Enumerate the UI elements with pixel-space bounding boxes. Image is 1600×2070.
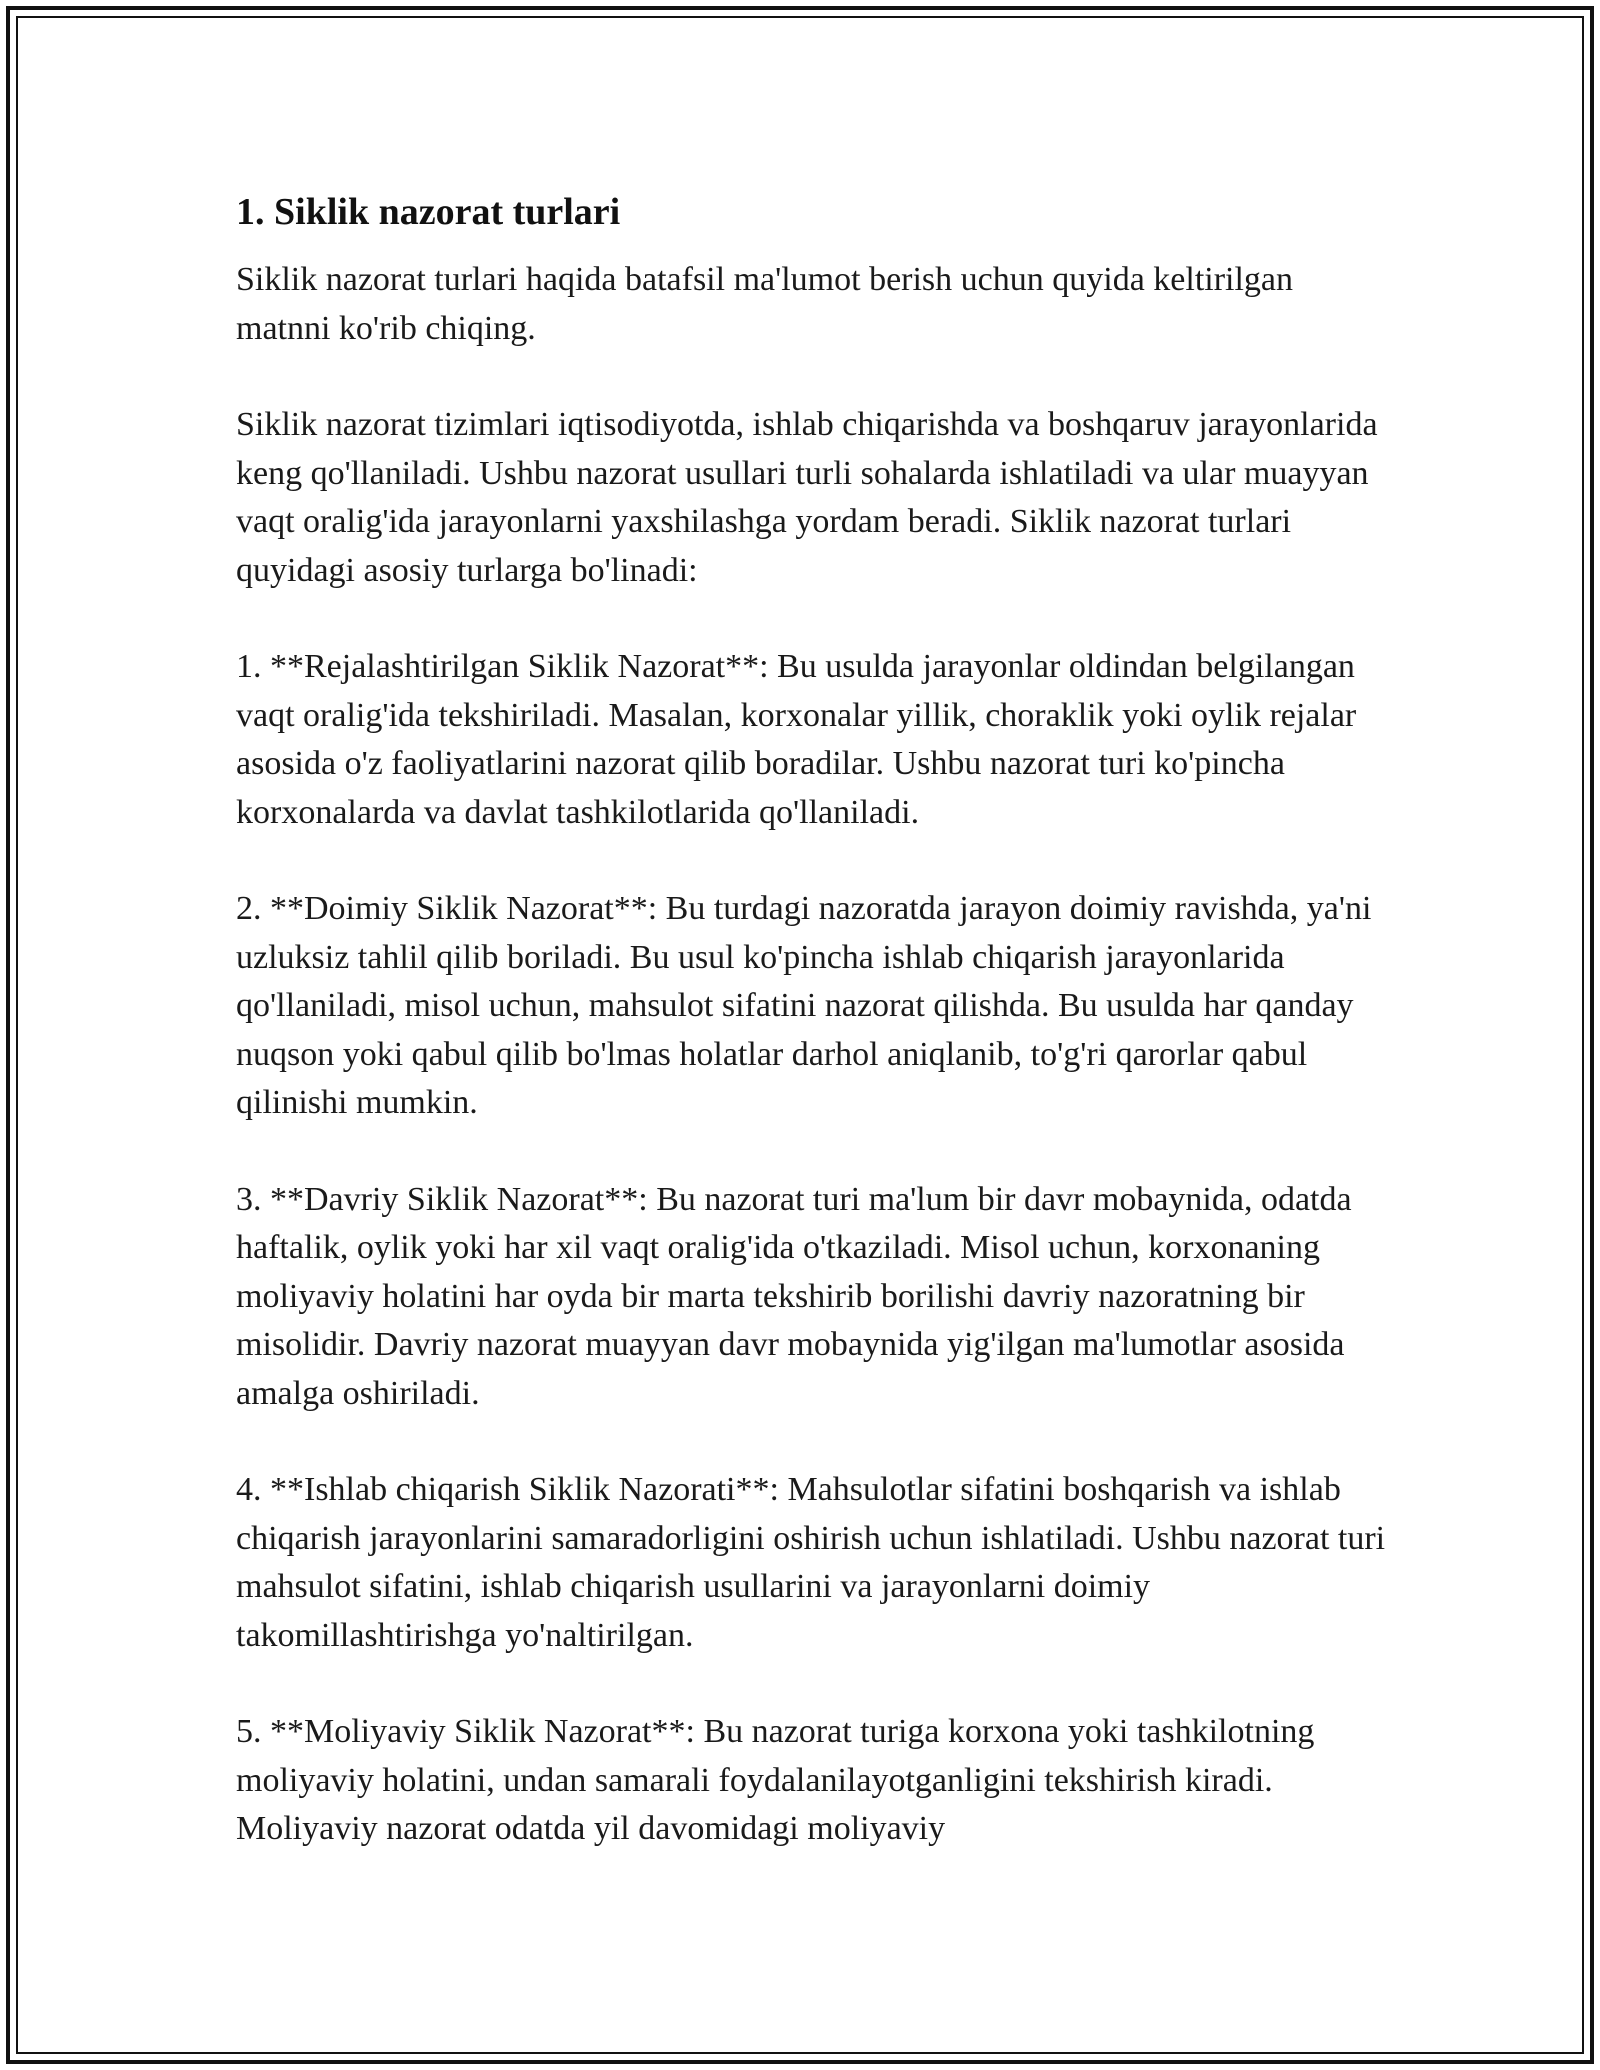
document-body	[236, 186, 1386, 1902]
paragraph-intro: Siklik nazorat turlari haqida batafsil ma'lumot berish uchun quyida keltirilgan matnni ko'rib chiqing.	[236, 261, 1294, 347]
paragraph-item-1: 1. **Rejalashtirilgan Siklik Nazorat**: Bu usulda jarayonlar oldindan belgilangan vaqt oralig'ida tekshiriladi. Masalan, korxonalar yillik, choraklik yoki oylik rejalar asosida o'z faoliyatlarini nazorat qilib boradilar. Ushbu nazorat turi ko'pincha korxonalarda va davlat tashkilotlarida qo'llaniladi.	[236, 648, 1357, 831]
paragraph-item-4: 4. **Ishlab chiqarish Siklik Nazorati**: Mahsulotlar sifatini boshqarish va ishlab chiqarish jarayonlarini samaradorligini oshirish uchun ishlatiladi. Ushbu nazorat turi mahsulot sifatini, ishlab chiqarish usullarini va jarayonlarni doimiy takomillashtirishga yo'naltirilgan.	[236, 1471, 1386, 1654]
paragraph-item-2: 2. **Doimiy Siklik Nazorat**: Bu turdagi nazoratda jarayon doimiy ravishda, ya'ni uzluksiz tahlil qilib boriladi. Bu usul ko'pincha ishlab chiqarish jarayonlarida qo'llaniladi, misol uchun, mahsulot sifatini nazorat qilishda. Bu usulda har qanday nuqson yoki qabul qilib bo'lmas holatlar darhol aniqlanib, to'g'ri qarorlar qabul qilinishi mumkin.	[236, 890, 1372, 1121]
section-heading: 1. Siklik nazorat turlari	[236, 191, 621, 233]
paragraph-item-5: 5. **Moliyaviy Siklik Nazorat**: Bu nazorat turiga korxona yoki tashkilotning moliyaviy holatini, undan samarali foydalanilayotganligini tekshirish kiradi. Moliyaviy nazorat odatda yil davomidagi moliyaviy	[236, 1713, 1315, 1847]
paragraph-overview: Siklik nazorat tizimlari iqtisodiyotda, ishlab chiqarishda va boshqaruv jarayonlarida keng qo'llaniladi. Ushbu nazorat usullari turli sohalarda ishlatiladi va ular muayyan vaqt oralig'ida jarayonlarni yaxshilashga yordam beradi. Siklik nazorat turlari quyidagi asosiy turlarga bo'linadi:	[236, 406, 1378, 589]
paragraph-item-3: 3. **Davriy Siklik Nazorat**: Bu nazorat turi ma'lum bir davr mobaynida, odatda haftalik, oylik yoki har xil vaqt oralig'ida o'tkaziladi. Misol uchun, korxonaning moliyaviy holatini har oyda bir marta tekshirib borilishi davriy nazoratning bir misolidir. Davriy nazorat muayyan davr mobaynida yig'ilgan ma'lumotlar asosida amalga oshiriladi.	[236, 1180, 1352, 1412]
